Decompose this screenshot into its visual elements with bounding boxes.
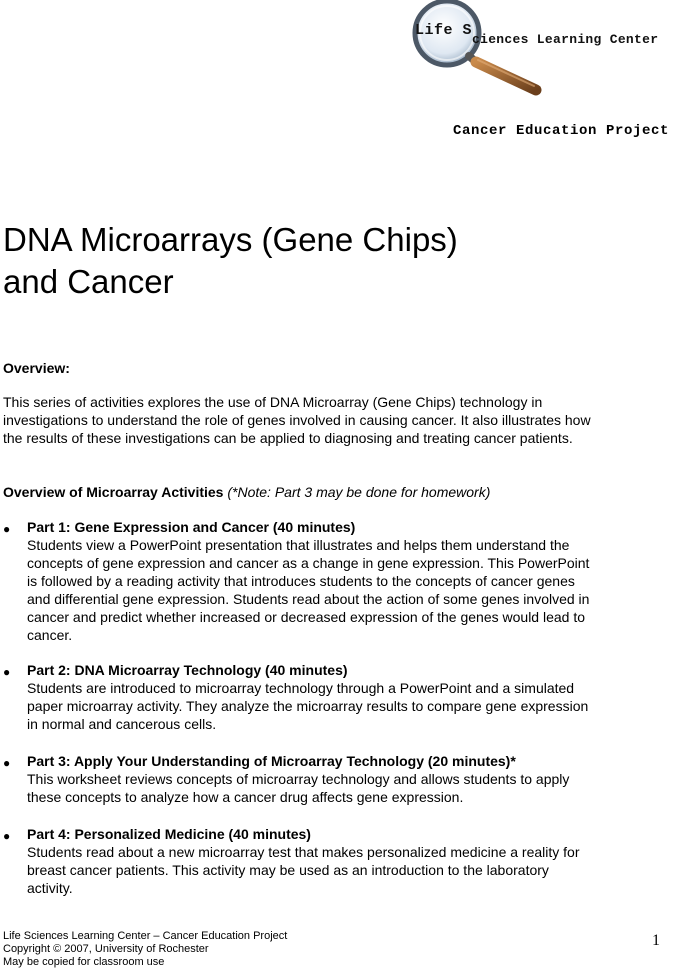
- overview-line: This series of activities explores the use of DNA Microarray (Gene Chips) technology in: [3, 394, 543, 410]
- item-line: cancer and predict whether increased or decreased expression of the genes would lead to: [27, 609, 586, 625]
- item-title: Part 2: DNA Microarray Technology (40 minutes): [27, 662, 348, 678]
- footer-line-3: May be copied for classroom use: [3, 956, 165, 968]
- bullet-icon: ●: [3, 756, 11, 770]
- item-line: in normal and cancerous cells.: [27, 716, 217, 732]
- item-title: Part 1: Gene Expression and Cancer (40 minutes): [27, 519, 356, 535]
- item-line: is followed by a reading activity that introduces students to the concepts of cancer genes: [27, 573, 575, 589]
- footer-line-2: Copyright © 2007, University of Rochester: [3, 943, 209, 955]
- bullet-icon: ●: [3, 522, 11, 536]
- activities-heading-text: Overview of Microarray Activities: [3, 484, 224, 500]
- magnifying-glass-icon: [408, 0, 677, 100]
- footer-line-1: Life Sciences Learning Center – Cancer Education Project: [3, 930, 288, 942]
- item-line: Students read about a new microarray test that makes personalized medicine a reality for: [27, 844, 580, 860]
- item-line: activity.: [27, 880, 73, 896]
- item-title: Part 4: Personalized Medicine (40 minutes): [27, 826, 311, 842]
- activities-heading: [3, 483, 490, 501]
- logo-text-prefix: Life S: [415, 22, 473, 39]
- overview-paragraph: [3, 393, 671, 447]
- item-title: Part 3: Apply Your Understanding of Microarray Technology (20 minutes)*: [27, 753, 516, 769]
- life-sciences-logo: [408, 0, 677, 100]
- bullet-icon: ●: [3, 665, 11, 679]
- overview-heading: Overview:: [3, 360, 70, 376]
- item-line: Students are introduced to microarray technology through a PowerPoint and a simulated: [27, 680, 575, 696]
- logo-text-rest: ciences Learning Center: [472, 32, 659, 47]
- item-line: cancer.: [27, 627, 73, 643]
- title-line-2: and Cancer: [3, 263, 174, 300]
- overview-line: the results of these investigations can be applied to diagnosing and treating cancer patients.: [3, 430, 573, 446]
- item-line: these concepts to analyze how a cancer drug affects gene expression.: [27, 789, 464, 805]
- item-line: breast cancer patients. This activity may be used as an introduction to the laboratory: [27, 862, 549, 878]
- item-line: concepts of gene expression and cancer as a change in gene expression. This PowerPoint: [27, 555, 590, 571]
- page-footer: [3, 930, 287, 969]
- item-line: and differential gene expression. Students read about the action of some genes involved in: [27, 591, 590, 607]
- page-number: 1: [652, 932, 660, 949]
- bullet-icon: ●: [3, 829, 11, 843]
- activities-note: (*Note: Part 3 may be done for homework): [227, 484, 491, 500]
- item-line: This worksheet reviews concepts of microarray technology and allows students to apply: [27, 771, 570, 787]
- item-line: paper microarray activity. They analyze the microarray results to compare gene expression: [27, 698, 589, 714]
- page-title: [3, 219, 458, 303]
- project-name: Cancer Education Project: [452, 123, 669, 139]
- title-line-1: DNA Microarrays (Gene Chips): [3, 221, 458, 258]
- overview-line: investigations to understand the role of genes involved in causing cancer. It also illustrates how: [3, 412, 591, 428]
- item-line: Students view a PowerPoint presentation that illustrates and helps them understand the: [27, 537, 570, 553]
